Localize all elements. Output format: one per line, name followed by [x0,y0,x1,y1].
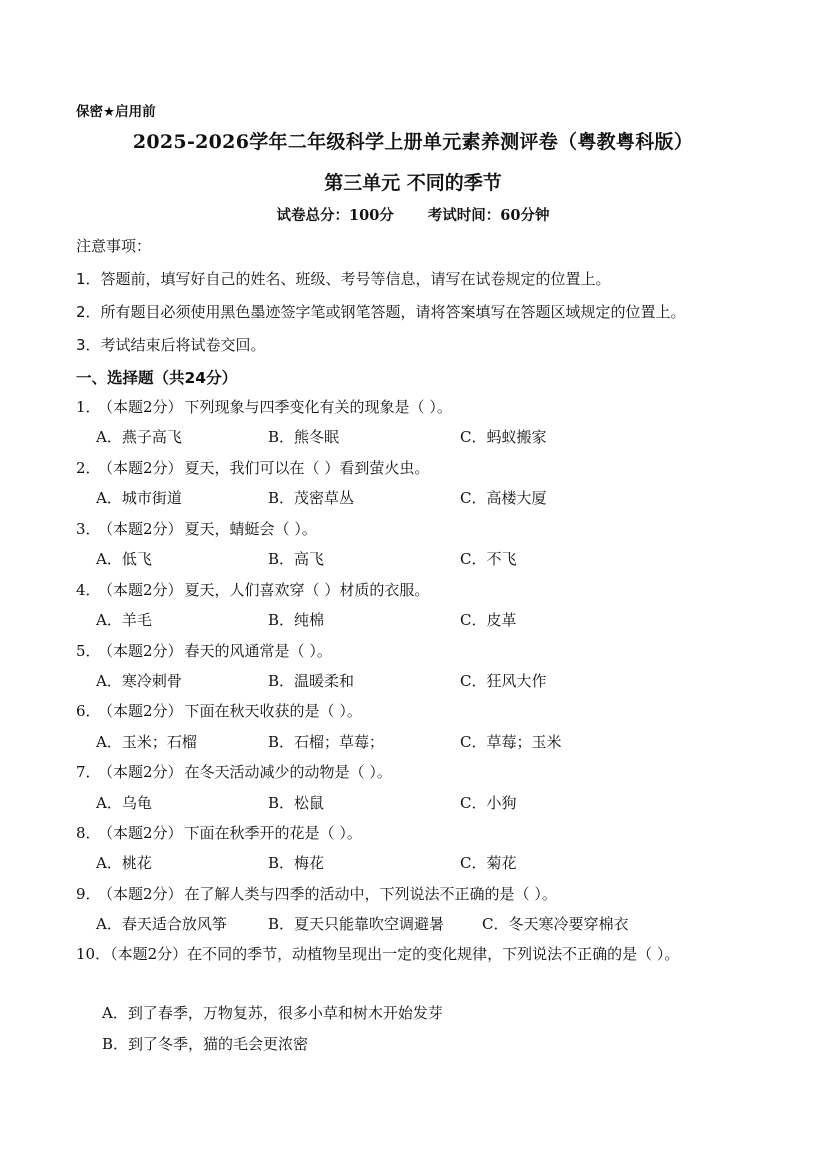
option-a: A．春天适合放风筝 [96,915,227,933]
option-c: C．草莓；玉米 [460,733,562,751]
option-c: C．蚂蚁搬家 [460,428,547,446]
notice-item: 1．答题前，填写好自己的姓名、班级、考号等信息，请写在试卷规定的位置上。 [76,270,611,288]
exam-time: 考试时间：60分钟 [427,207,550,224]
option-b: B．温暖柔和 [268,672,355,690]
notice-item: 2．所有题目必须使用黑色墨迹签字笔或钢笔答题，请将答案填写在答题区域规定的位置上。 [76,303,686,321]
question-stem: 1．（本题2分） 下列现象与四季变化有关的现象是（ ）。 [76,398,452,416]
notice-item: 3．考试结束后将试卷交回。 [76,336,266,354]
option-c: C．狂风大作 [460,672,547,690]
notice-heading: 注意事项： [76,237,152,255]
section-title: 一、选择题（共24分） [76,369,238,387]
option-c: C．菊花 [460,854,517,872]
option-b: B．茂密草丛 [268,489,355,507]
question-stem: 8．（本题2分） 下面在秋季开的花是（ ）。 [76,824,362,842]
question-stem: 7．（本题2分） 在冬天活动减少的动物是（ ）。 [76,763,392,781]
question-stem: 4．（本题2分） 夏天，人们喜欢穿（ ）材质的衣服。 [76,581,430,599]
option-a: A．城市街道 [96,489,182,507]
option-b: B．高飞 [268,550,325,568]
option-c: C．高楼大厦 [460,489,547,507]
option-b: B．石榴；草莓； [268,733,385,751]
option-b: B．熊冬眠 [268,428,340,446]
exam-title: 2025-2026学年二年级科学上册单元素养测评卷（粤教粤科版） [132,131,694,153]
option-a: A．桃花 [96,854,152,872]
confidential-label: 保密★启用前 [76,104,156,120]
option-a: A．燕子高飞 [96,428,182,446]
question-stem: 2．（本题2分） 夏天，我们可以在（ ）看到萤火虫。 [76,459,430,477]
option-a: A．乌龟 [96,794,152,812]
unit-title: 第三单元 不同的季节 [324,172,502,194]
exam-info [0,204,826,225]
option-a: A．到了春季，万物复苏，很多小草和树木开始发芽 [102,1004,443,1022]
question-stem: 6．（本题2分） 下面在秋天收获的是（ ）。 [76,702,362,720]
option-b: B．松鼠 [268,794,325,812]
option-b: B．纯棉 [268,611,325,629]
option-b: B．梅花 [268,854,325,872]
option-a: A．寒冷刺骨 [96,672,182,690]
option-c: C．皮革 [460,611,517,629]
question-stem: 5．（本题2分） 春天的风通常是（ ）。 [76,642,332,660]
total-score: 试卷总分：100分 [276,207,394,224]
question-stem: 9．（本题2分） 在了解人类与四季的活动中，下列说法不正确的是（ ）。 [76,885,557,903]
option-a: A．低飞 [96,550,152,568]
option-a: A．羊毛 [96,611,152,629]
option-b: B．到了冬季，猫的毛会更浓密 [102,1035,309,1053]
option-c: C．不飞 [460,550,517,568]
question-stem: 3．（本题2分） 夏天，蜻蜓会（ ）。 [76,520,317,538]
option-a: A．玉米；石榴 [96,733,197,751]
option-c: C．冬天寒冷要穿棉衣 [482,915,629,933]
question-stem: 10．（本题2分）在不同的季节，动植物呈现出一定的变化规律，下列说法不正确的是（ ）。 [76,945,680,963]
option-c: C．小狗 [460,794,517,812]
option-b: B．夏天只能靠吹空调避暑 [268,915,445,933]
